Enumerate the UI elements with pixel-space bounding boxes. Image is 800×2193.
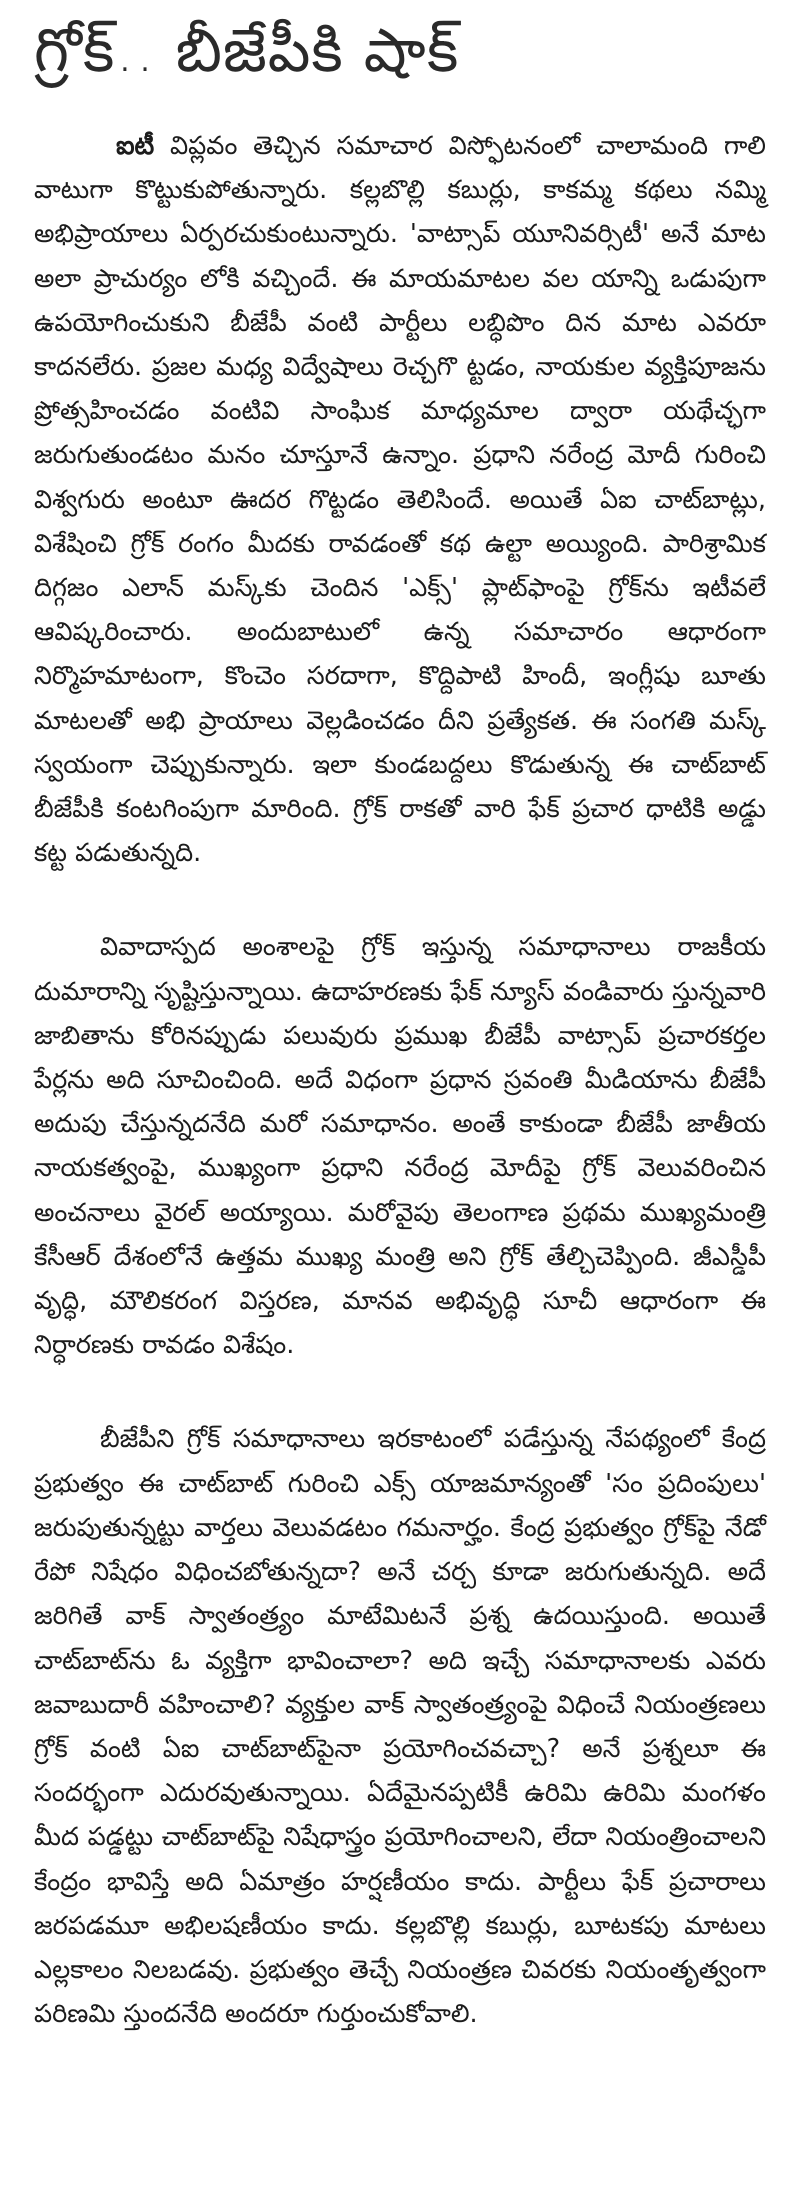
- paragraph-1-text: విప్లవం తెచ్చిన సమాచార విస్ఫోటనంలో చాలామంది గాలి వాటుగా కొట్టుకుపోతున్నారు. కల్లబొల్లి కబుర్లు, కాకమ్మ కథలు నమ్మి అభిప్రాయాలు ఏర్పరచుకుంటున్నారు. 'వాట్సాప్ యూనివర్సిటీ' అనే మాట అలా ప్రాచుర్యం లోకి వచ్చిందే. ఈ మాయమాటల వల యాన్ని ఒడుపుగా ఉపయోగించుకుని బీజేపీ వంటి పార్టీలు లబ్ధిపొం దిన మాట ఎవరూ కాదనలేరు. ప్రజల మధ్య విద్వేషాలు రెచ్చగొ ట్టడం, నాయకుల వ్యక్తిపూజను ప్రోత్సహించడం వంటివి సాంఘిక మాధ్యమాల ద్వారా యథేచ్ఛగా జరుగుతుండటం మనం చూస్తూనే ఉన్నాం. ప్రధాని నరేంద్ర మోదీ గురించి విశ్వగురు అంటూ ఊదర గొట్టడం తెలిసిందే. అయితే ఏఐ చాట్‌బాట్లు, విశేషించి గ్రోక్ రంగం మీదకు రావడంతో కథ ఉల్టా అయ్యింది. పారిశ్రామిక దిగ్గజం ఎలాన్ మస్క్‌కు చెందిన 'ఎక్స్' ప్లాట్‌ఫాంపై గ్రోక్‌ను ఇటీవలే ఆవిష్కరించారు. అందుబాటులో ఉన్న సమాచారం ఆధారంగా నిర్మొహమాటంగా, కొంచెం సరదాగా, కొద్దిపాటి హిందీ, ఇంగ్లీషు బూతు మాటలతో అభి ప్రాయాలు వెల్లడించడం దీని ప్రత్యేకత. ఈ సంగతి మస్క్ స్వయంగా చెప్పుకున్నారు. ఇలా కుండబద్దలు కొడుతున్న ఈ చాట్‌బాట్ బీజేపీకి కంటగింపుగా మారింది. గ్రోక్ రాకతో వారి ఫేక్ ప్రచార ధాటికి అడ్డు కట్ట పడుతున్నది.: [34, 131, 767, 869]
- paragraph-gap: [34, 875, 766, 925]
- paragraph-2-text: వివాదాస్పద అంశాలపై గ్రోక్ ఇస్తున్న సమాధానాలు రాజకీయ దుమారాన్ని సృష్టిస్తున్నాయి. ఉదాహరణకు ఫేక్ న్యూస్ వండివారు స్తున్నవారి జాబితాను కోరినప్పుడు పలువురు ప్రముఖ బీజేపీ వాట్సాప్ ప్రచారకర్తల పేర్లను అది సూచించింది. అదే విధంగా ప్రధాన స్రవంతి మీడియాను బీజేపీ అదుపు చేస్తున్నదనేది మరో సమాధానం. అంతే కాకుండా బీజేపీ జాతీయ నాయకత్వంపై, ముఖ్యంగా ప్రధాని నరేంద్ర మోదీపై గ్రోక్ వెలువరించిన అంచనాలు వైరల్ అయ్యాయి. మరోవైపు తెలంగాణ ప్రథమ ముఖ్యమంత్రి కేసీఆర్ దేశంలోనే ఉత్తమ ముఖ్య మంత్రి అని గ్రోక్ తేల్చిచెప్పింది. జీఎస్డీపీ వృద్ధి, మౌలికరంగ విస్తరణ, మానవ అభివృద్ధి సూచీ ఆధారంగా ఈ నిర్ధారణకు రావడం విశేషం.: [34, 932, 766, 1361]
- paragraph-3: [34, 1417, 766, 2036]
- paragraph-gap: [34, 1367, 766, 1417]
- paragraph-3-text: బీజేపీని గ్రోక్ సమాధానాలు ఇరకాటంలో పడేస్తున్న నేపథ్యంలో కేంద్ర ప్రభుత్వం ఈ చాట్‌బాట్ గురించి ఎక్స్ యాజమాన్యంతో 'సం ప్రదింపులు' జరుపుతున్నట్టు వార్తలు వెలువడటం గమనార్హం. కేంద్ర ప్రభుత్వం గ్రోక్‌పై నేడో రేపో నిషేధం విధించబోతున్నదా? అనే చర్చ కూడా జరుగుతున్నది. అదే జరిగితే వాక్ స్వాతంత్ర్యం మాటేమిటనే ప్రశ్న ఉదయిస్తుంది. అయితే చాట్‌బాట్‌ను ఓ వ్యక్తిగా భావించాలా? అది ఇచ్చే సమాధానాలకు ఎవరు జవాబుదారీ వహించాలి? వ్యక్తుల వాక్ స్వాతంత్ర్యంపై విధించే నియంత్రణలు గ్రోక్ వంటి ఏఐ చాట్‌బాట్‌పైనా ప్రయోగించవచ్చా? అనే ప్రశ్నలూ ఈ సందర్భంగా ఎదురవుతున్నాయి. ఏదేమైనప్పటికీ ఉరిమి ఉరిమి మంగళం మీద పడ్డట్టు చాట్‌బాట్‌పై నిషేధాస్త్రం ప్రయోగించాలని, లేదా నియంత్రించాలని కేంద్రం భావిస్తే అది ఏమాత్రం హర్షణీయం కాదు. పార్టీలు ఫేక్ ప్రచారాలు జరపడమూ అభిలషణీయం కాదు. కల్లబొల్లి కబుర్లు, బూటకపు మాటలు ఎల్లకాలం నిలబడవు. ప్రభుత్వం తెచ్చే నియంత్రణ చివరకు నియంతృత్వంగా పరిణమి స్తుందనేది అందరూ గుర్తుంచుకోవాలి.: [34, 1424, 766, 2030]
- paragraph-lead-word: ఐటీ: [116, 131, 155, 161]
- paragraph-1: [34, 124, 766, 875]
- headline: గ్రోక్.. బీజేపీకి షాక్: [34, 16, 460, 86]
- paragraph-2: [34, 925, 766, 1367]
